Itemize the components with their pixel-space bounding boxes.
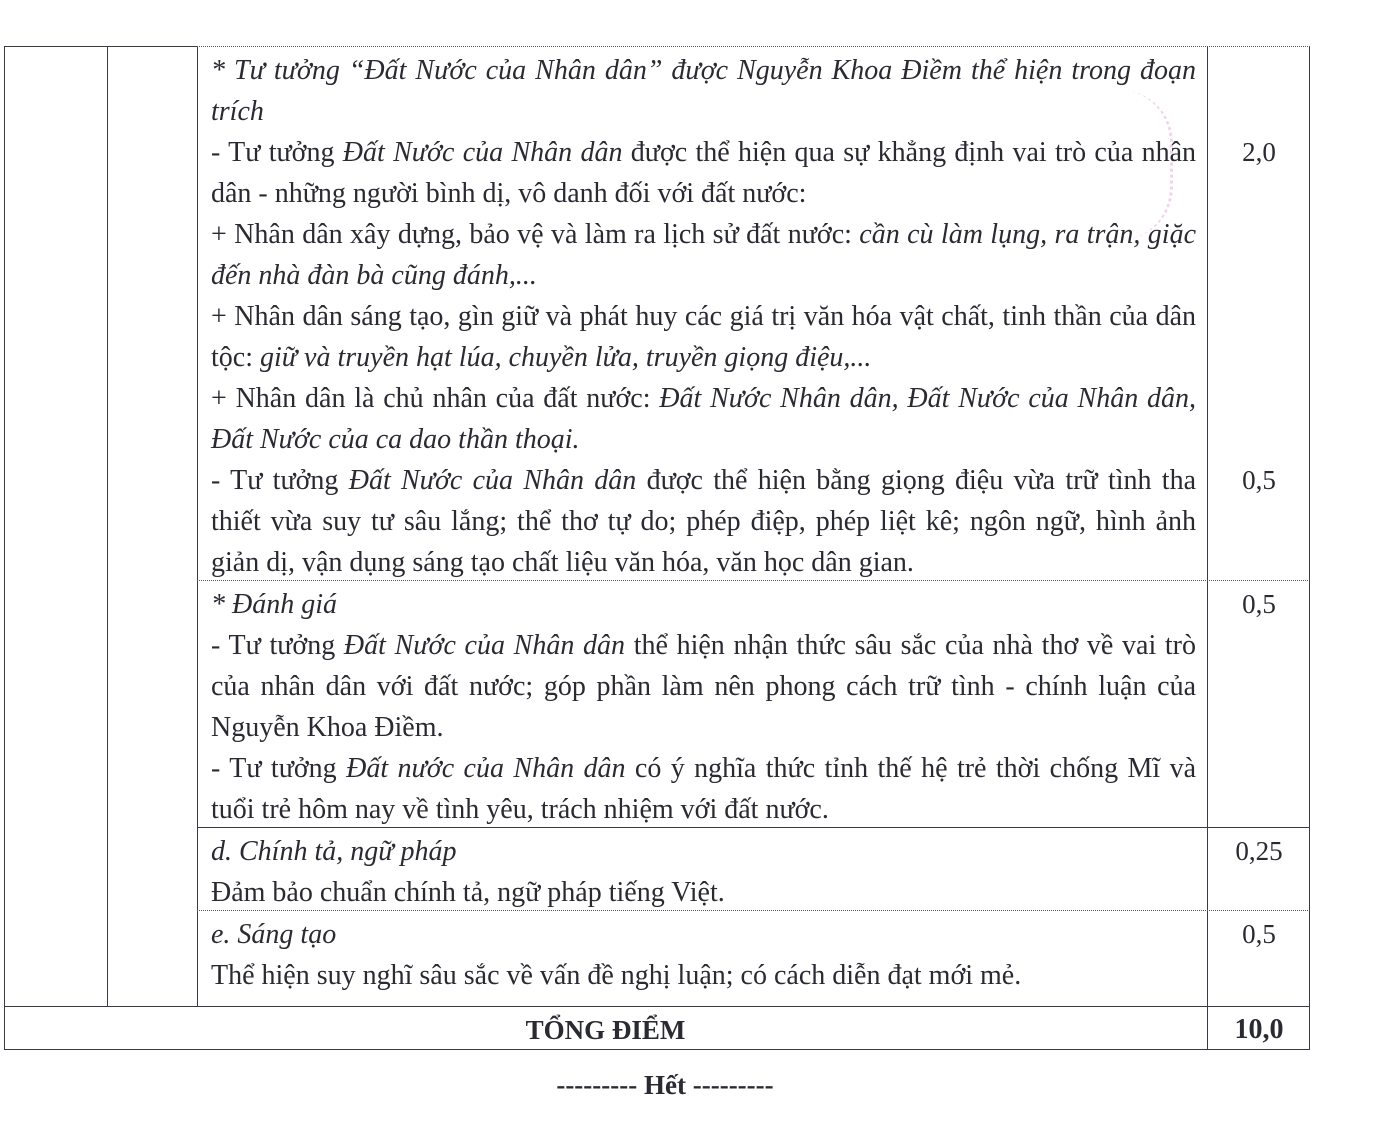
table-col-divider-3 xyxy=(1207,46,1208,1049)
table-border-bottom xyxy=(4,1049,1310,1050)
table-border-right xyxy=(1309,46,1310,1049)
row-sang-tao-heading: e. Sáng tạo xyxy=(211,919,337,950)
total-value: 10,0 xyxy=(1234,1014,1284,1045)
row-tu-tuong-bullet3: + Nhân dân là chủ nhân của đất nước: Đất Nước Nhân dân, Đất Nước của Nhân dân, Đất Nước của ca dao thần thoại. xyxy=(211,383,1196,455)
score-tu-tuong-art: 0,5 xyxy=(1242,465,1276,495)
row-danh-gia-content xyxy=(211,584,1196,830)
table-col-divider-1 xyxy=(107,46,108,1007)
row-tu-tuong-para1: - Tư tưởng Đất Nước của Nhân dân được thể hiện qua sự khẳng định vai trò của nhân dân - những người bình dị, vô danh đối với đất nước: xyxy=(211,137,1197,209)
table-col-divider-2 xyxy=(197,46,198,1007)
row-tu-tuong-bullet2: + Nhân dân sáng tạo, gìn giữ và phát huy các giá trị văn hóa vật chất, tinh thần của dân tộc: giữ và truyền hạt lúa, chuyền lửa, truyền giọng điệu,... xyxy=(211,301,1196,373)
row-tu-tuong-para2: - Tư tưởng Đất Nước của Nhân dân được thể hiện bằng giọng điệu vừa trữ tình tha thiết vừa suy tư sâu lắng; thể thơ tự do; phép điệp, phép liệt kê; ngôn ngữ, hình ảnh giản dị, vận dụng sáng tạo chất liệu văn hóa, văn học dân gian. xyxy=(211,465,1197,578)
row-danh-gia-heading: * Đánh giá xyxy=(211,589,337,620)
row-tu-tuong-heading: * Tư tưởng “Đất Nước của Nhân dân” được Nguyễn Khoa Điềm thể hiện trong đoạn trích xyxy=(211,55,1196,127)
score-chinh-ta: 0,25 xyxy=(1235,836,1283,866)
score-danh-gia: 0,5 xyxy=(1242,589,1276,619)
row-tu-tuong-bullet1: + Nhân dân xây dựng, bảo vệ và làm ra lịch sử đất nước: cần cù làm lụng, ra trận, giặc đến nhà đàn bà cũng đánh,... xyxy=(211,219,1196,291)
row-chinh-ta-content xyxy=(211,831,1196,913)
end-marker: --------- Hết --------- xyxy=(556,1070,774,1100)
score-sang-tao: 0,5 xyxy=(1242,919,1276,949)
table-border-top-dotted xyxy=(197,46,1310,47)
row-danh-gia-para1: - Tư tưởng Đất Nước của Nhân dân thể hiện nhận thức sâu sắc của nhà thơ về vai trò của nhân dân với đất nước; góp phần làm nên phong cách trữ tình - chính luận của Nguyễn Khoa Điềm. xyxy=(211,630,1197,743)
row-tu-tuong-content xyxy=(211,50,1196,583)
table-border-top xyxy=(4,46,197,47)
row-sang-tao-content xyxy=(211,914,1196,996)
row-chinh-ta-heading: d. Chính tả, ngữ pháp xyxy=(211,836,457,867)
table-border-left xyxy=(4,46,5,1049)
row-divider-total xyxy=(4,1006,1310,1007)
row-danh-gia-para2: - Tư tưởng Đất nước của Nhân dân có ý nghĩa thức tỉnh thế hệ trẻ thời chống Mĩ và tuổi trẻ hôm nay về tình yêu, trách nhiệm với đất nước. xyxy=(211,753,1197,825)
score-tu-tuong-main: 2,0 xyxy=(1242,137,1276,167)
row-chinh-ta-body: Đảm bảo chuẩn chính tả, ngữ pháp tiếng Việt. xyxy=(211,877,725,908)
row-sang-tao-body: Thể hiện suy nghĩ sâu sắc về vấn đề nghị luận; có cách diễn đạt mới mẻ. xyxy=(211,960,1022,991)
total-label: TỔNG ĐIỂM xyxy=(525,1015,686,1045)
